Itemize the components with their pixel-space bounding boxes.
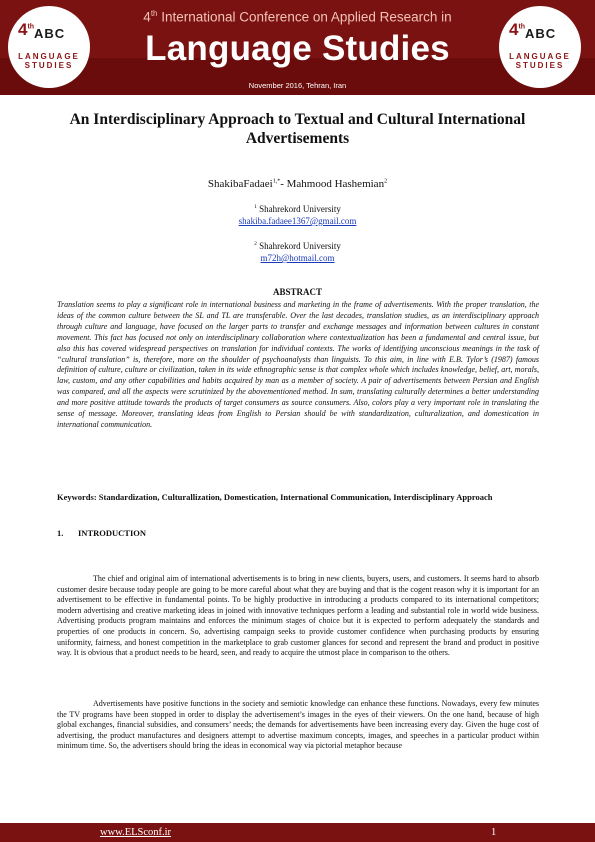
logo-url: www.elsconf.ir: [518, 74, 562, 80]
paper-title: An Interdisciplinary Approach to Textual and Cultural International Advertisements: [69, 111, 526, 147]
keywords: Keywords: Standardization, Culturallization, Domestication, International Communication, Interdisciplinary Approach: [57, 492, 493, 502]
affiliation-2: $^2$ Shahrekord University m72h@hotmail.com: [254, 241, 341, 263]
logo-number: 4th: [18, 20, 35, 39]
conference-date: November 2016, Tehran, Iran: [248, 81, 347, 90]
conference-logo-right: [499, 6, 581, 88]
conference-name: 4th International Conference on Applied Research in: [143, 9, 452, 25]
logo-number: 4th: [509, 20, 526, 39]
email-link-1[interactable]: shakiba.fadaee1367@gmail.com: [238, 216, 357, 226]
affiliation-1: $^1$ Shahrekord University shakiba.fadaee1367@gmail.com: [238, 204, 357, 226]
abstract-text: Translation seems to play a significant role in international business and marketing in the frame of advertisements. With the proper translation, the ideas of the common culture between the SL and TL are transferable. Over the last decades, translation studies, as an interdisciplinary approach through culture and language, have focused on the larger parts to transfer and exchange messages and information between cultures in constant movement. This fact has focused not only on interdisciplinary collaboration where contextualization has been a fundamental and central issue, but also this has covered widespread perspectives on translation for individual contexts. The works of identifying unconscious meanings in the task of “cultural translation” is, therefore, more on the shoulder of psychoanalysts than linguists. To this aim, in line with E.B. Tylor’s (1987) famous definition of culture, culture or civilization, taken in its wide ethnographic sense is that complex whole which includes knowledge, belief, art, morals, law, custom, and any other capabilities and habits acquired by man as a member of society. A pair of advertisements between Persian and English was compared, and all the aspects were scrutinized by the abovementioned method. In sum, translating culturally determines a better understanding and more positive attitude towards the products of target consumers as source consumers. Also, colors play a very important role in translating the sense of message. Moreover, translating ideas from English to Persian should be with standardization, culturalization, and domestication in international communication.: [57, 300, 539, 429]
body-paragraph-2: Advertisements have positive functions in the society and semiotic knowledge can enhance these functions. Nowadays, every few minutes the TV programs have been stopped in order to display the advertisement’s images in the eyes of their viewers. On the one hand, because of high global exchanges, financial subsidies, and consumers’ needs; the demands for advertisements have been increasing every day. Given the huge cost of advertising, the product manufactures and designers attempt to advertise maximum concepts, images, and speeches in a particular product within minimum time. So, the advertisers should bring the ideas in economical way via pictorial metaphor because: [57, 699, 539, 751]
email-link-2[interactable]: m72h@hotmail.com: [260, 253, 335, 263]
footer-url-link[interactable]: www.ELSconf.ir: [100, 827, 172, 838]
author-2: Mahmood Hashemian: [286, 178, 385, 190]
logo-abc: ABC: [525, 26, 557, 41]
author-1: ShakibaFadaei: [207, 178, 273, 190]
conference-title: Language Studies: [145, 29, 450, 68]
logo-abc: ABC: [34, 26, 66, 41]
logo-word-language: LANGUAGE: [18, 52, 80, 61]
section-heading: 1. INTRODUCTION: [57, 528, 147, 538]
abstract-heading: ABSTRACT: [272, 287, 322, 297]
logo-url: www.elsconf.ir: [27, 74, 71, 80]
logo-word-studies: STUDIES: [515, 61, 565, 70]
body-paragraph-1: The chief and original aim of international advertisements is to bring in new clients, buyers, users, and customers. It seems hard to absorb customer desire because today people are going to be more careful about what they are buying and that is the cogent reason why it is important for an advertisement to be effective in fundamental points. To be highly productive in introducing a products compared to its international competitors; modern advertising and creative marketing ideas in joined with innovative techniques perform a leading and substantial role in world wide business. Advertising products program maintains and enforces the minimum stages of choice but it is expected to perform adequately the standards and properties of one products in concern. So, advertising campaign seeks to provide customer confidence when purchasing products by ensuring uniformity, fairness, and honest competition in the marketplace to grab customer glances for second and represent the brand and product in positive way. It is obvious that a product needs to be heard, seen, and ready to acquire the utmost place in comparison to the others.: [57, 574, 539, 658]
conference-banner: [0, 0, 595, 95]
page-footer: [0, 823, 595, 842]
author-line: ShakibaFadaei$^{1,*}$- Mahmood Hashemian$^2$: [207, 178, 388, 190]
logo-word-studies: STUDIES: [24, 61, 74, 70]
page-number: 1: [491, 827, 497, 838]
logo-word-language: LANGUAGE: [509, 52, 571, 61]
